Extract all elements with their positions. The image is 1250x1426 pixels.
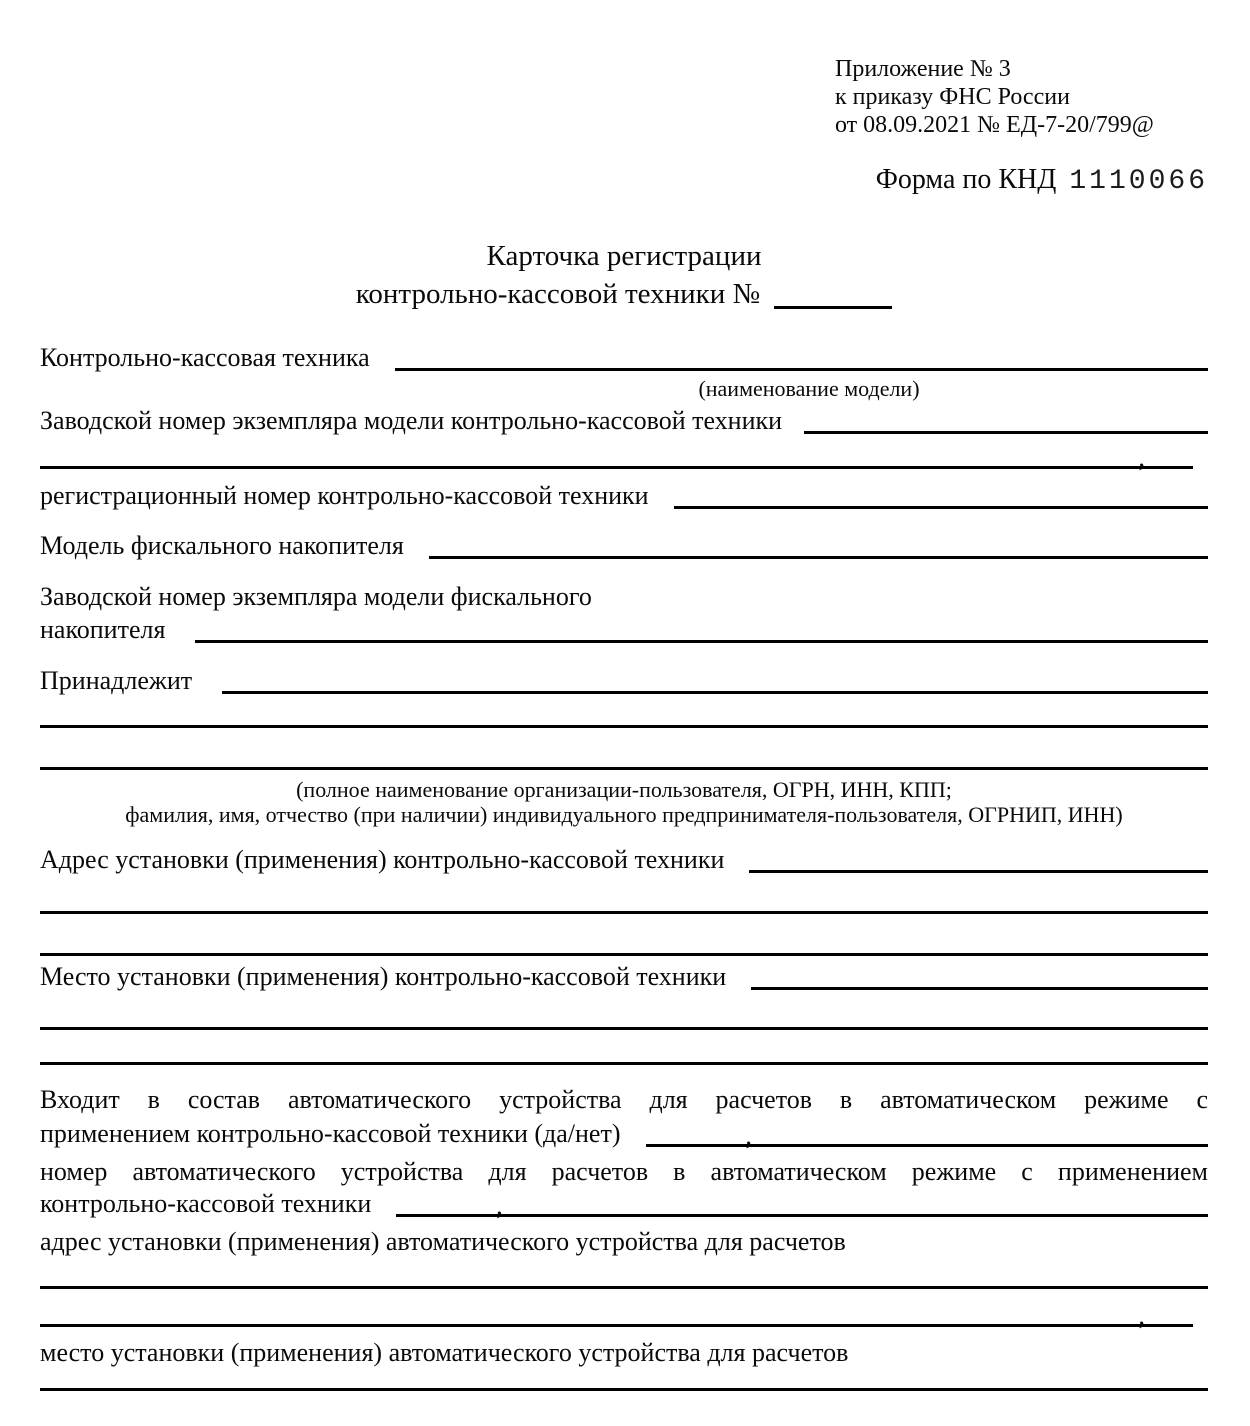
install-place-row <box>40 961 1208 992</box>
fn-serial-label-line1: Заводской номер экземпляра модели фискального <box>40 582 592 611</box>
install-address-continuation-line-2 <box>40 914 1208 956</box>
auto-device-yes-no-row <box>40 1119 1208 1149</box>
install-place-label: Место установки (применения) контрольно-кассовой техники <box>40 962 727 991</box>
auto-address-line-1 <box>40 1257 1208 1289</box>
auto-device-yes-no-label: применением контрольно-кассовой техники (да/нет) <box>40 1119 621 1148</box>
auto-place-label: место установки (применения) автоматического устройства для расчетов <box>40 1338 849 1367</box>
document-title <box>40 237 1208 313</box>
kkt-model-blank <box>395 368 1208 371</box>
reg-number-blank <box>674 506 1208 509</box>
appendix-line-1: Приложение № 3 <box>835 56 1011 82</box>
comma-separator: , <box>745 1121 752 1150</box>
kkt-model-label: Контрольно-кассовая техника <box>40 343 370 372</box>
auto-address-label: адрес установки (применения) автоматического устройства для расчетов <box>40 1227 846 1256</box>
appendix-line-2: к приказу ФНС России <box>835 84 1070 110</box>
owner-row <box>40 667 1208 696</box>
owner-blank <box>222 691 1208 694</box>
install-place-blank <box>751 987 1208 990</box>
comma-separator: , <box>1138 443 1145 472</box>
title-line-2 <box>40 275 1208 313</box>
title-line-2-text: контрольно-кассовой техники № <box>355 278 761 310</box>
owner-caption-line-1: (полное наименование организации-пользователя, ОГРН, ИНН, КПП; <box>296 777 952 802</box>
auto-device-yes-no-blank <box>646 1121 1209 1150</box>
fn-model-row <box>40 532 1208 561</box>
fn-model-blank <box>429 556 1208 559</box>
owner-continuation-line-1 <box>40 696 1208 728</box>
reg-number-label: регистрационный номер контрольно-кассовой техники <box>40 481 649 510</box>
fn-model-label: Модель фискального накопителя <box>40 531 404 560</box>
install-address-label: Адрес установки (применения) контрольно-кассовой техники <box>40 845 725 874</box>
fn-serial-label-line2: накопителя <box>40 615 166 644</box>
comma-separator: , <box>496 1191 503 1220</box>
owner-caption <box>40 777 1208 827</box>
install-place-continuation-line-1 <box>40 992 1208 1030</box>
install-place-continuation-line-2 <box>40 1030 1208 1065</box>
auto-place-line-1 <box>40 1368 1208 1391</box>
install-address-continuation-line-1 <box>40 875 1208 914</box>
kkt-serial-label: Заводской номер экземпляра модели контрольно-кассовой техники <box>40 406 783 435</box>
owner-continuation-line-2 <box>40 728 1208 770</box>
auto-address-line-2 <box>40 1289 1193 1330</box>
appendix-note <box>835 55 1208 139</box>
kkt-serial-blank <box>804 431 1208 434</box>
owner-caption-line-2: фамилия, имя, отчество (при наличии) индивидуального предпринимателя-пользователя, ОГРНИП, ИНН) <box>125 802 1123 827</box>
kkt-serial-continuation-line <box>40 436 1193 472</box>
form-knd-row <box>40 165 1208 197</box>
install-address-blank <box>749 870 1208 873</box>
kkt-serial-row <box>40 406 1208 436</box>
auto-number-label: контрольно-кассовой техники <box>40 1189 372 1218</box>
install-address-row <box>40 845 1208 875</box>
kkt-model-caption: (наименование модели) <box>698 376 920 401</box>
title-line-1: Карточка регистрации <box>486 240 762 272</box>
card-number-blank <box>774 286 892 309</box>
reg-number-row <box>40 482 1208 511</box>
fn-serial-blank <box>195 640 1208 643</box>
auto-device-text-line1: Входит в состав автоматического устройства для расчетов в автоматическом режиме с <box>40 1085 1208 1114</box>
auto-number-blank <box>396 1191 1208 1220</box>
auto-number-text-line1: номер автоматического устройства для расчетов в автоматическом режиме с применением <box>40 1157 1208 1186</box>
fn-serial-row <box>40 616 1208 645</box>
auto-number-row <box>40 1189 1208 1219</box>
form-knd-code: 1110066 <box>1069 166 1208 197</box>
comma-separator: , <box>1138 1301 1145 1330</box>
appendix-line-3: от 08.09.2021 № ЕД-7-20/799@ <box>835 112 1154 138</box>
form-knd-label: Форма по КНД <box>875 164 1057 195</box>
kkt-model-row <box>40 341 1208 373</box>
owner-label: Принадлежит <box>40 666 193 695</box>
